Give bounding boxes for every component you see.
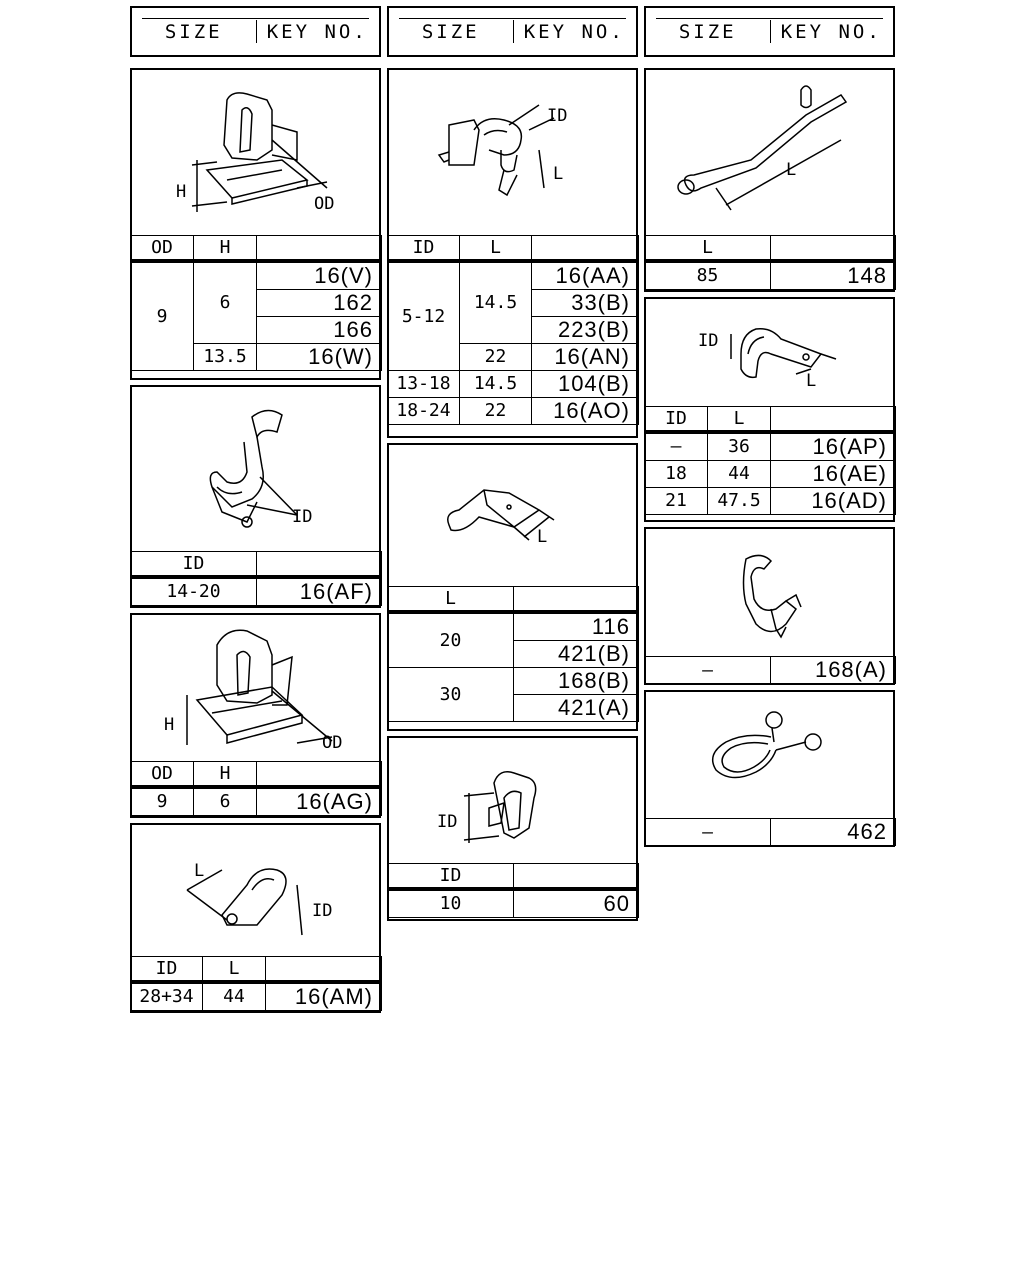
size-table (644, 406, 896, 515)
part-panel-hook-clip-l (387, 443, 638, 731)
col-key (266, 957, 382, 982)
key-value: 421(A) (514, 694, 639, 721)
clip-illustration (132, 387, 379, 551)
col-od: OD (131, 236, 194, 261)
h-value: 13.5 (194, 343, 257, 370)
l-value: 22 (460, 343, 532, 370)
size-table (130, 551, 382, 606)
od-value: 9 (131, 787, 194, 816)
key-value: 104(B) (532, 370, 639, 397)
col-key (532, 236, 639, 261)
id-dim-label: ID (292, 507, 313, 527)
clip-illustration (132, 70, 379, 236)
l-dim-label: L (537, 527, 548, 547)
size-value: — (645, 819, 771, 846)
l-value: 85 (645, 261, 771, 290)
h-dim-label: H (164, 715, 175, 735)
size-table (387, 235, 639, 425)
key-value: 16(AN) (532, 343, 639, 370)
key-no-header: KEY NO. (523, 21, 625, 43)
od-dim-label: OD (314, 194, 335, 214)
size-header: SIZE (421, 21, 480, 43)
id-value: 10 (388, 889, 514, 918)
col-id: ID (131, 552, 257, 577)
key-value: 223(B) (532, 316, 639, 343)
part-panel-clip-id-10 (387, 736, 638, 921)
hook-clip-illustration (389, 445, 636, 587)
part-panel-clip-od-h (130, 68, 381, 380)
key-value: 16(AG) (257, 787, 382, 816)
key-value: 16(W) (257, 343, 382, 370)
l-value: 14.5 (460, 261, 532, 344)
size-table (644, 235, 896, 290)
col-key (257, 762, 382, 787)
key-value: 16(AP) (771, 432, 896, 461)
column-header-2 (387, 6, 638, 57)
size-table (130, 761, 382, 816)
id-value: 18 (645, 460, 708, 487)
part-panel-saddle-clamp (130, 823, 381, 1013)
key-value: 33(B) (532, 289, 639, 316)
id-value: 13-18 (388, 370, 460, 397)
id-value: 21 (645, 487, 708, 514)
size-table (130, 235, 382, 371)
key-value: 166 (257, 316, 382, 343)
l-dim-label: L (806, 371, 817, 391)
part-panel-clip-id (130, 385, 381, 608)
col-l: L (645, 236, 771, 261)
l-dim-label: L (553, 164, 564, 184)
size-value: — (645, 657, 771, 684)
col-id: ID (131, 957, 203, 982)
col-key (257, 236, 382, 261)
l-value: 47.5 (708, 487, 771, 514)
key-value: 168(A) (771, 657, 896, 684)
key-value: 162 (257, 289, 382, 316)
l-dim-label: L (194, 861, 205, 881)
id-value: — (645, 432, 708, 461)
clip-illustration (646, 299, 893, 407)
key-value: 16(AF) (257, 577, 382, 606)
col-key (257, 552, 382, 577)
size-table (644, 818, 896, 846)
size-table (644, 656, 896, 684)
clip-illustration (389, 738, 636, 864)
od-value: 9 (131, 261, 194, 371)
col-l: L (460, 236, 532, 261)
id-value: 28+34 (131, 982, 203, 1011)
h-dim-label: H (176, 182, 187, 202)
key-value: 16(AO) (532, 397, 639, 424)
key-value: 16(AE) (771, 460, 896, 487)
col-id: ID (645, 407, 708, 432)
id-value: 18-24 (388, 397, 460, 424)
col-od: OD (131, 762, 194, 787)
size-table (387, 863, 639, 918)
l-value: 36 (708, 432, 771, 461)
key-value: 16(AA) (532, 261, 639, 290)
loop-illustration (646, 692, 893, 819)
part-panel-clip-id-l-2 (644, 297, 895, 522)
size-header: SIZE (678, 21, 737, 43)
size-header: SIZE (164, 21, 223, 43)
column-header-3 (644, 6, 895, 57)
id-dim-label: ID (547, 106, 568, 126)
key-value: 16(AD) (771, 487, 896, 514)
l-value: 22 (460, 397, 532, 424)
col-l: L (388, 587, 514, 612)
hook-illustration (646, 529, 893, 657)
id-dim-label: ID (312, 901, 333, 921)
size-table (130, 956, 382, 1011)
part-panel-hook (644, 527, 895, 685)
col-id: ID (388, 864, 514, 889)
key-no-header: KEY NO. (780, 21, 882, 43)
l-value: 30 (388, 667, 514, 721)
part-panel-clip-od-h-2 (130, 613, 381, 818)
l-value: 44 (708, 460, 771, 487)
key-value: 462 (771, 819, 896, 846)
l-dim-label: L (786, 160, 797, 180)
od-dim-label: OD (322, 733, 343, 753)
l-value: 44 (203, 982, 266, 1011)
id-value: 5-12 (388, 261, 460, 371)
id-dim-label: ID (698, 331, 719, 351)
col-key (514, 587, 639, 612)
column-header-1 (130, 6, 381, 57)
clip-illustration (132, 615, 379, 761)
size-table (387, 586, 639, 722)
part-panel-loop (644, 690, 895, 847)
key-value: 116 (514, 612, 639, 641)
h-value: 6 (194, 787, 257, 816)
col-l: L (203, 957, 266, 982)
l-value: 20 (388, 612, 514, 668)
part-panel-strap (644, 68, 895, 292)
part-panel-clip-id-l (387, 68, 638, 438)
strap-illustration (646, 70, 893, 236)
key-no-header: KEY NO. (266, 21, 368, 43)
key-value: 16(V) (257, 261, 382, 290)
clamp-illustration (132, 825, 379, 957)
id-dim-label: ID (437, 812, 458, 832)
key-value: 60 (514, 889, 639, 918)
col-key (514, 864, 639, 889)
key-value: 168(B) (514, 667, 639, 694)
key-value: 421(B) (514, 640, 639, 667)
col-key (771, 407, 896, 432)
l-value: 14.5 (460, 370, 532, 397)
key-value: 148 (771, 261, 896, 290)
clip-illustration (389, 70, 636, 236)
col-l: L (708, 407, 771, 432)
col-h: H (194, 762, 257, 787)
h-value: 6 (194, 261, 257, 344)
id-value: 14-20 (131, 577, 257, 606)
col-h: H (194, 236, 257, 261)
key-value: 16(AM) (266, 982, 382, 1011)
col-id: ID (388, 236, 460, 261)
col-key (771, 236, 896, 261)
